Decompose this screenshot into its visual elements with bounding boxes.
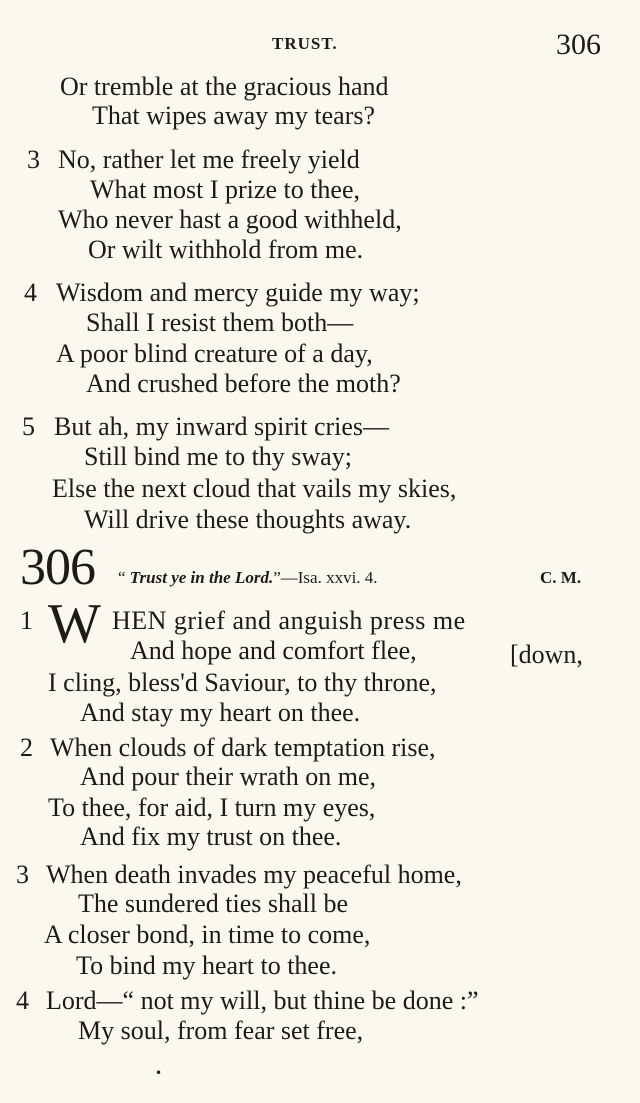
verse-line: And fix my trust on thee. — [80, 822, 342, 851]
page-number: 306 — [556, 28, 601, 61]
hymn-scripture-text — [118, 568, 378, 588]
running-title: TRUST. — [272, 34, 338, 53]
verse-line: That wipes away my tears? — [92, 101, 376, 130]
verse-line: My soul, from fear set free, — [78, 1016, 364, 1045]
verse-line: Or wilt withhold from me. — [88, 235, 364, 264]
scripture-quote: Trust ye in the Lord. — [129, 568, 274, 587]
verse-line-overflow: [down, — [510, 640, 583, 669]
verse-line: And stay my heart on thee. — [80, 698, 361, 727]
stanza-number: 3 — [27, 145, 40, 174]
verse-line: Who never hast a good withheld, — [58, 205, 402, 234]
verse-line: I cling, bless'd Saviour, to thy throne, — [48, 668, 437, 697]
stanza-number: 5 — [22, 412, 35, 441]
stanza-number: 2 — [20, 733, 33, 762]
verse-line: Shall I resist them both— — [86, 308, 354, 337]
verse-line: Still bind me to thy sway; — [84, 442, 352, 471]
verse-line: When death invades my peaceful home, — [46, 860, 462, 889]
stanza-number: 1 — [20, 606, 33, 635]
verse-line: What most I prize to thee, — [90, 175, 361, 204]
verse-line: Lord—“ not my will, but thine be done :” — [46, 986, 479, 1015]
verse-line: But ah, my inward spirit cries— — [54, 412, 390, 441]
hymn-number: 306 — [20, 539, 95, 596]
verse-line: And pour their wrath on me, — [80, 762, 377, 791]
printer-mark: • — [155, 1066, 163, 1080]
verse-line: And crushed before the moth? — [86, 369, 401, 398]
stanza-number: 4 — [24, 278, 37, 307]
verse-line: When clouds of dark temptation rise, — [50, 733, 436, 762]
verse-line: HEN grief and anguish press me — [112, 606, 466, 635]
scripture-quote-open: “ — [118, 568, 130, 587]
stanza-number: 4 — [16, 986, 29, 1015]
verse-line: And hope and comfort flee, — [130, 636, 417, 665]
stanza-number: 3 — [16, 860, 29, 889]
verse-line: No, rather let me freely yield — [58, 145, 360, 174]
verse-line: To thee, for aid, I turn my eyes, — [48, 793, 376, 822]
verse-line: Or tremble at the gracious hand — [60, 72, 389, 101]
verse-line: Will drive these thoughts away. — [84, 505, 412, 534]
scripture-reference: ”—Isa. xxvi. 4. — [273, 568, 378, 587]
verse-line: Wisdom and mercy guide my way; — [56, 278, 420, 307]
verse-line: Else the next cloud that vails my skies, — [52, 474, 457, 503]
verse-line: A poor blind creature of a day, — [56, 339, 373, 368]
hymn-meter: C. M. — [540, 568, 582, 587]
drop-cap: W — [48, 593, 101, 655]
verse-line: The sundered ties shall be — [78, 889, 349, 918]
verse-line: A closer bond, in time to come, — [44, 920, 371, 949]
verse-line: To bind my heart to thee. — [76, 951, 338, 980]
